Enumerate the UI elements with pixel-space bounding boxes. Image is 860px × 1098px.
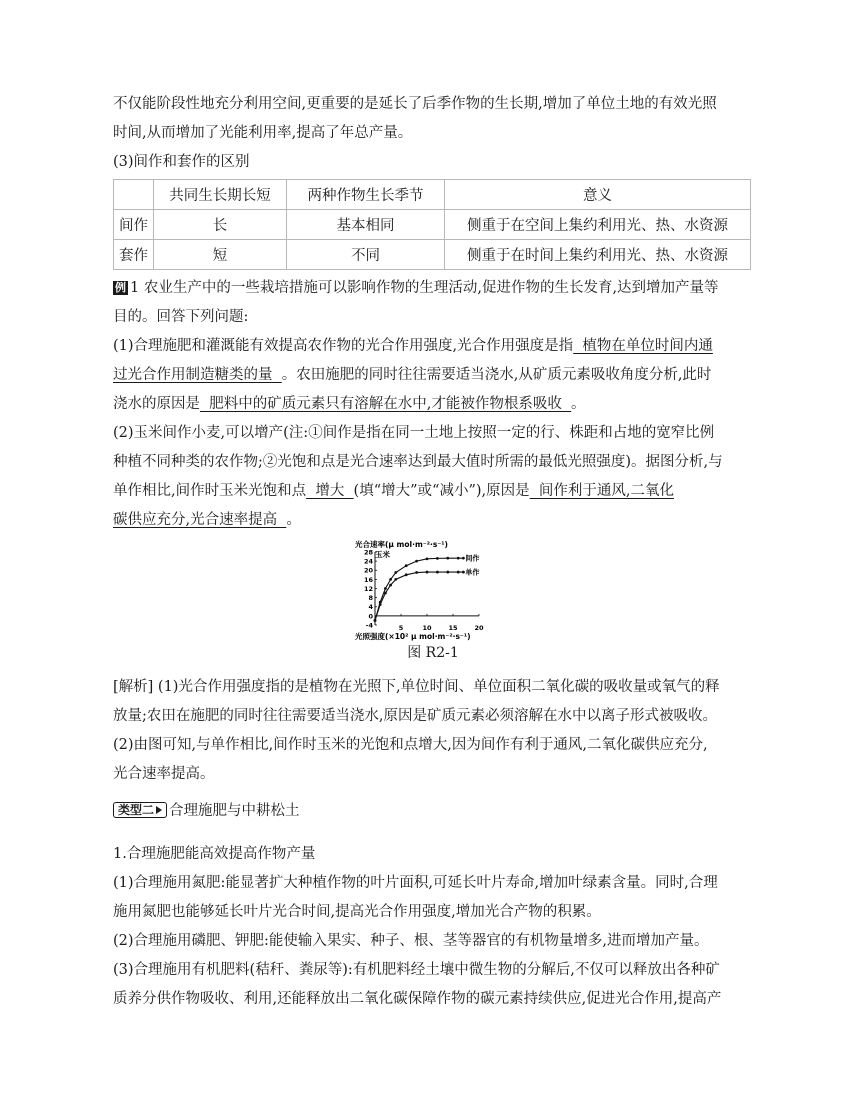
analysis: (2)由图可知,与单作相比,间作时玉米的光饱和点增大,因为间作有利于通风,二氧化碳供应充分, bbox=[113, 737, 708, 753]
figure bbox=[113, 539, 753, 665]
intro-line: 时间,从而增加了光能利用率,提高了年总产量。 bbox=[113, 125, 413, 141]
answer-blank: 肥料中的矿质元素只有溶解在水中,才能被作物根系吸收 bbox=[200, 396, 572, 412]
x-tick-label: 15 bbox=[448, 624, 458, 632]
data-point bbox=[394, 578, 397, 581]
page-content bbox=[113, 90, 753, 1014]
data-point bbox=[436, 571, 439, 574]
data-point bbox=[415, 560, 418, 563]
intro-line: 不仅能阶段性地充分利用空间,更重要的是延长了后季作物的生长期,增加了单位土地的有效光照 bbox=[113, 96, 717, 112]
type-title: 合理施肥与中耕松土 bbox=[169, 803, 300, 819]
x-tick-label: 20 bbox=[474, 624, 484, 632]
figure-caption: 图 R2-1 bbox=[407, 645, 459, 661]
example-stem bbox=[113, 274, 753, 303]
y-tick-label: 4 bbox=[368, 603, 373, 612]
answer-blank: 碳供应充分,光合速率提高 bbox=[113, 512, 287, 528]
question-text: 。 bbox=[286, 512, 301, 528]
question-2 bbox=[113, 506, 753, 535]
series-line bbox=[375, 572, 463, 620]
y-tick-label: 16 bbox=[363, 575, 373, 584]
question-text: 。 bbox=[571, 396, 586, 412]
type-badge bbox=[113, 802, 167, 818]
table-cell: 基本相同 bbox=[287, 210, 445, 240]
x-axis-label: 光照强度(×10² μ mol·m⁻²·s⁻¹) bbox=[355, 632, 471, 641]
section-title: (3)间作和套作的区别 bbox=[113, 154, 250, 170]
x-tick-label: 5 bbox=[398, 624, 404, 632]
paragraph: 施用氮肥也能够延长叶片光合时间,提高光合作用强度,增加光合产物的积累。 bbox=[113, 904, 601, 920]
answer-blank: 过光合作用制造糖类的量 bbox=[113, 367, 282, 383]
data-point bbox=[462, 557, 465, 560]
question-text: 单作相比,间作时玉米光饱和点 bbox=[113, 483, 307, 499]
table-header-cell bbox=[114, 180, 154, 210]
data-point bbox=[462, 571, 465, 574]
table-row bbox=[114, 210, 751, 240]
question-text: (1)合理施肥和灌溉能有效提高农作物的光合作用强度,光合作用强度是指 bbox=[113, 338, 574, 354]
x-tick-label: 10 bbox=[422, 624, 432, 632]
question-text: 浇水的原因是 bbox=[113, 396, 200, 412]
question-text: 。农田施肥的同时往往需要适当浇水,从矿质元素吸收角度分析,此时 bbox=[281, 367, 712, 383]
data-point bbox=[405, 573, 408, 576]
data-point bbox=[389, 578, 392, 581]
table-header-cell: 共同生长期长短 bbox=[154, 180, 287, 210]
y-tick-label: 24 bbox=[363, 557, 373, 566]
table-cell: 间作 bbox=[114, 210, 154, 240]
example-badge: 例 bbox=[115, 281, 126, 294]
data-point bbox=[394, 571, 397, 574]
y-tick-label: 8 bbox=[368, 594, 373, 603]
type-heading bbox=[113, 797, 753, 826]
section-title: 1.合理施肥能高效提高作物产量 bbox=[113, 846, 316, 862]
data-point bbox=[457, 557, 460, 560]
analysis: 光合速率提高。 bbox=[113, 766, 215, 782]
data-point bbox=[384, 592, 387, 595]
data-point bbox=[426, 571, 429, 574]
data-point bbox=[436, 557, 439, 560]
data-point bbox=[389, 584, 392, 587]
paragraph: (2)合理施用磷肥、钾肥:能使输入果实、种子、根、茎等器官的有机物量增多,进而增加产量。 bbox=[113, 933, 709, 949]
analysis: [解析] (1)光合作用强度指的是植物在光照下,单位时间、单位面积二氧化碳的吸收量或氧气的释 bbox=[113, 679, 720, 695]
answer-blank: 增大 bbox=[306, 483, 354, 499]
question-1 bbox=[113, 332, 753, 361]
question-1 bbox=[113, 361, 753, 390]
question-2: (2)玉米间作小麦,可以增产(注:①间作是指在同一土地上按照一定的行、株距和占地的宽窄比例 bbox=[113, 425, 715, 441]
table-header-row bbox=[114, 180, 751, 210]
y-tick-label: 0 bbox=[368, 612, 373, 621]
y-tick-label: 28 bbox=[363, 548, 373, 557]
data-point bbox=[415, 571, 418, 574]
example-stem: 目的。回答下列问题: bbox=[113, 309, 249, 325]
answer-blank: 植物在单位时间内通 bbox=[573, 338, 713, 354]
y-tick-label: -4 bbox=[365, 621, 373, 630]
answer-blank: 间作利于通风,二氧化 bbox=[529, 483, 674, 499]
data-point bbox=[426, 557, 429, 560]
series-label: 单作 bbox=[465, 568, 480, 577]
table-cell: 不同 bbox=[287, 240, 445, 270]
table-cell: 短 bbox=[154, 240, 287, 270]
question-2: 种植不同种类的农作物;②光饱和点是光合速率达到最大值时所需的最低光照强度)。据图分析,与 bbox=[113, 454, 723, 470]
table-cell: 侧重于在时间上集约利用光、热、水资源 bbox=[445, 240, 751, 270]
comparison-table bbox=[113, 179, 751, 270]
type-badge-label: 类型二 bbox=[118, 803, 155, 817]
y-tick-label: 12 bbox=[363, 584, 373, 593]
paragraph: 质养分供作物吸收、利用,还能释放出二氧化碳保障作物的碳元素持续供应,促进光合作用,提高产 bbox=[113, 991, 722, 1007]
question-2 bbox=[113, 477, 753, 506]
table-cell: 侧重于在空间上集约利用光、热、水资源 bbox=[445, 210, 751, 240]
photosynthesis-chart bbox=[353, 539, 513, 641]
table-cell: 套作 bbox=[114, 240, 154, 270]
data-point bbox=[379, 603, 382, 606]
data-point bbox=[457, 571, 460, 574]
analysis: 放量;农田在施肥的同时往往需要适当浇水,原因是矿质元素必须溶解在水中以离子形式被吸收。 bbox=[113, 708, 717, 724]
paragraph: (3)合理施用有机肥料(秸秆、粪尿等):有机肥料经土壤中微生物的分解后,不仅可以释放出各种矿 bbox=[113, 962, 720, 978]
table-row bbox=[114, 240, 751, 270]
play-triangle-icon bbox=[156, 806, 162, 814]
table-header-cell: 意义 bbox=[445, 180, 751, 210]
data-point bbox=[446, 557, 449, 560]
data-point bbox=[374, 619, 377, 622]
data-point bbox=[405, 564, 408, 567]
table-cell: 长 bbox=[154, 210, 287, 240]
table-header-cell: 两种作物生长季节 bbox=[287, 180, 445, 210]
example-number: 1 bbox=[130, 280, 140, 296]
y-tick-label: 20 bbox=[363, 566, 373, 575]
y-axis-label: 光合速率(μ mol·m⁻²·s⁻¹) bbox=[355, 540, 448, 549]
question-text: (填“增大”或“减小”),原因是 bbox=[353, 483, 530, 499]
example-stem-text: 农业生产中的一些栽培措施可以影响作物的生理活动,促进作物的生长发育,达到增加产量等 bbox=[143, 280, 719, 296]
data-point bbox=[446, 571, 449, 574]
data-point bbox=[384, 587, 387, 590]
question-1 bbox=[113, 390, 753, 419]
paragraph: (1)合理施用氮肥:能显著扩大种植作物的叶片面积,可延长叶片寿命,增加叶绿素含量。同时,合理 bbox=[113, 875, 718, 891]
series-label: 间作 bbox=[465, 554, 480, 563]
chart-annotation: 玉米 bbox=[375, 550, 390, 559]
